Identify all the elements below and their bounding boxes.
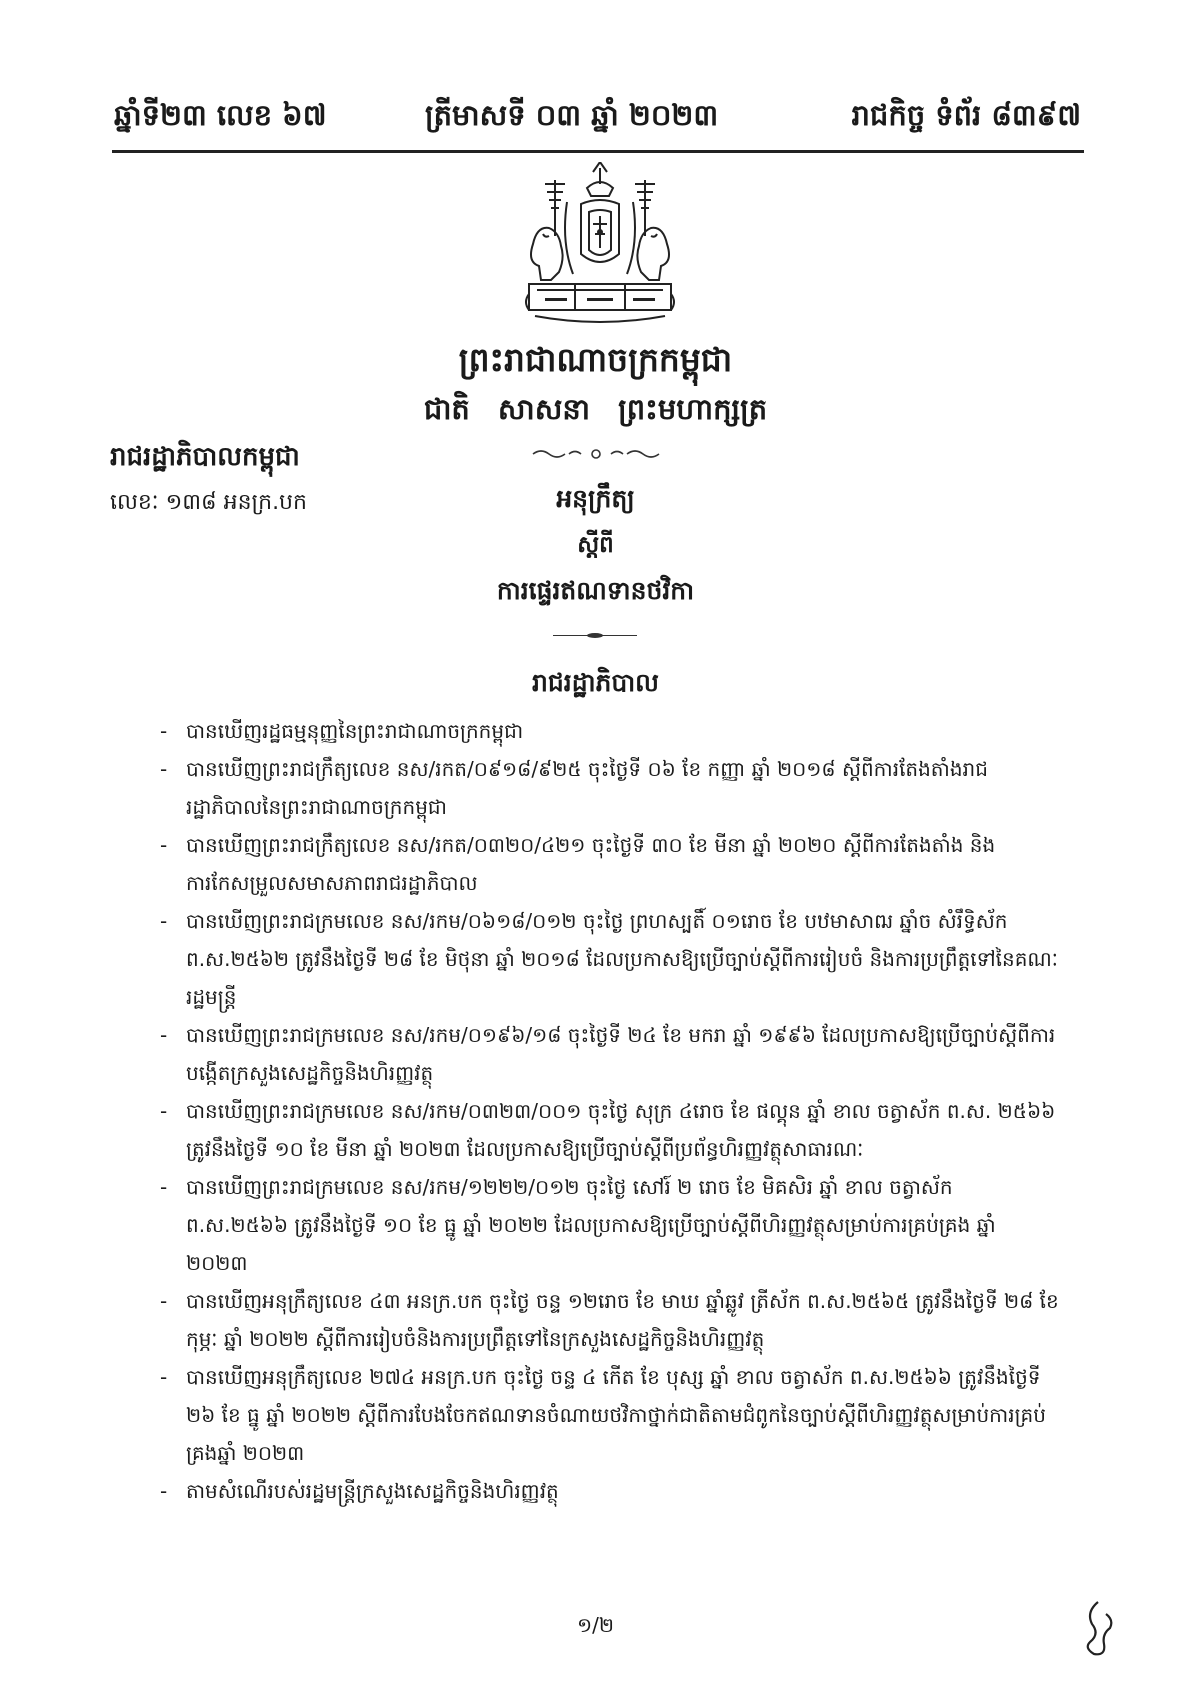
header-quarter: ត្រីមាសទី ០៣ ឆ្នាំ ២០២៣ (425, 98, 719, 132)
ornament-flourish-icon (531, 447, 661, 461)
preamble-item: - បានឃើញព្រះរាជក្រមលេខ នស/រកម/០៣២៣/០០១ ចុះថ្ងៃ សុក្រ ៤រោច ខែ ផល្គុន ឆ្នាំ ខាល ចត្វាស័ក ព.ស. ២៥៦៦ ត្រូវនឹងថ្ងៃទី ១០ ខែ មីនា ឆ្នាំ ២០២៣ ដែលប្រកាសឱ្យប្រើច្បាប់ស្តីពីប្រព័ន្ធហិរញ្ញវត្ថុសាធារណៈ (160, 1092, 1060, 1168)
document-number: លេខៈ ១៣៨ អនក្រ.បក (110, 490, 307, 515)
document-type: អនុក្រឹត្យ (556, 484, 635, 513)
document-subject: ការផ្ទេរឥណទានថវិកា (496, 576, 695, 605)
issuer-heading: រាជរដ្ឋាភិបាល (532, 668, 659, 697)
preamble-item: - បានឃើញអនុក្រឹត្យលេខ ២៧៤ អនក្រ.បក ចុះថ្ងៃ ចន្ទ ៤ កើត ខែ បុស្ស ឆ្នាំ ខាល ចត្វាស័ក ព.ស.២៥៦៦ ត្រូវនឹងថ្ងៃទី ២៦ ខែ ធ្នូ ឆ្នាំ ២០២២ ស្តីពីការបែងចែកឥណទានចំណាយថវិកាថ្នាក់ជាតិតាមជំពូកនៃច្បាប់ស្តីពីហិរញ្ញវត្ថុសម្រាប់ការគ្រប់គ្រងឆ្នាំ ២០២៣ (160, 1358, 1060, 1472)
preamble-item: - បានឃើញអនុក្រឹត្យលេខ ៤៣ អនក្រ.បក ចុះថ្ងៃ ចន្ទ ១២រោច ខែ មាឃ ឆ្នាំឆ្លូវ ត្រីស័ក ព.ស.២៥៦៥ ត្រូវនឹងថ្ងៃទី ២៨ ខែ កុម្ភៈ ឆ្នាំ ២០២២ ស្តីពីការរៀបចំនិងការប្រព្រឹត្តទៅនៃក្រសួងសេដ្ឋកិច្ចនិងហិរញ្ញវត្ថុ (160, 1282, 1060, 1358)
header-page-ref: រាជកិច្ច ទំព័រ ៨៣៩៧ (851, 98, 1081, 132)
preamble-item: - បានឃើញព្រះរាជក្រឹត្យលេខ នស/រកត/០៩១៨/៩២៥ ចុះថ្ងៃទី ០៦ ខែ កញ្ញា ឆ្នាំ ២០១៨ ស្តីពីការតែងតាំងរាជរដ្ឋាភិបាលនៃព្រះរាជាណាចក្រកម្ពុជា (160, 750, 1060, 826)
preamble-item: - បានឃើញព្រះរាជក្រមលេខ នស/រកម/១២២២/០១២ ចុះថ្ងៃ សៅរ៍ ២ រោច ខែ មិគសិរ ឆ្នាំ ខាល ចត្វាស័ក ព.ស.២៥៦៦ ត្រូវនឹងថ្ងៃទី ១០ ខែ ធ្នូ ឆ្នាំ ២០២២ ដែលប្រកាសឱ្យប្រើច្បាប់ស្តីពីហិរញ្ញវត្ថុសម្រាប់ការគ្រប់គ្រង ឆ្នាំ ២០២៣ (160, 1168, 1060, 1282)
preamble-item: - តាមសំណើរបស់រដ្ឋមន្ត្រីក្រសួងសេដ្ឋកិច្ចនិងហិរញ្ញវត្ថុ (160, 1472, 1060, 1510)
page-number: ១/២ (576, 1613, 614, 1637)
header-year-issue: ឆ្នាំទី២៣ លេខ ៦៧ (114, 98, 327, 132)
preamble-list (160, 712, 1060, 1510)
handwritten-initial-icon (1080, 1598, 1116, 1658)
preamble-item: - បានឃើញរដ្ឋធម្មនុញ្ញនៃព្រះរាជាណាចក្រកម្ពុជា (160, 712, 1060, 750)
government-name: រាជរដ្ឋាភិបាលកម្ពុជា (110, 442, 300, 472)
kingdom-title: ព្រះរាជាណាចក្រកម្ពុជា (458, 340, 733, 379)
national-motto: ជាតិ សាសនា ព្រះមហាក្សត្រ (423, 392, 768, 426)
preamble-item: - បានឃើញព្រះរាជក្រមលេខ នស/រកម/០៦១៨/០១២ ចុះថ្ងៃ ព្រហស្បតិ៍ ០១រោច ខែ បឋមាសាឍ ឆ្នាំច សំរឹទ្ធិស័ក ព.ស.២៥៦២ ត្រូវនឹងថ្ងៃទី ២៨ ខែ មិថុនា ឆ្នាំ ២០១៨ ដែលប្រកាសឱ្យប្រើច្បាប់ស្តីពីការរៀបចំ និងការប្រព្រឹត្តទៅនៃគណៈរដ្ឋមន្ត្រី (160, 902, 1060, 1016)
header-rule (112, 150, 1084, 153)
subject-divider (553, 635, 637, 636)
royal-coat-of-arms-icon (515, 162, 685, 332)
preamble-item: - បានឃើញព្រះរាជក្រឹត្យលេខ នស/រកត/០៣២០/៤២១ ចុះថ្ងៃទី ៣០ ខែ មីនា ឆ្នាំ ២០២០ ស្តីពីការតែងតាំង និងការកែសម្រួលសមាសភាពរាជរដ្ឋាភិបាល (160, 826, 1060, 902)
document-about: ស្តីពី (577, 532, 614, 558)
preamble-item: - បានឃើញព្រះរាជក្រមលេខ នស/រកម/០១៩៦/១៨ ចុះថ្ងៃទី ២៤ ខែ មករា ឆ្នាំ ១៩៩៦ ដែលប្រកាសឱ្យប្រើច្បាប់ស្តីពីការបង្កើតក្រសួងសេដ្ឋកិច្ចនិងហិរញ្ញវត្ថុ (160, 1016, 1060, 1092)
